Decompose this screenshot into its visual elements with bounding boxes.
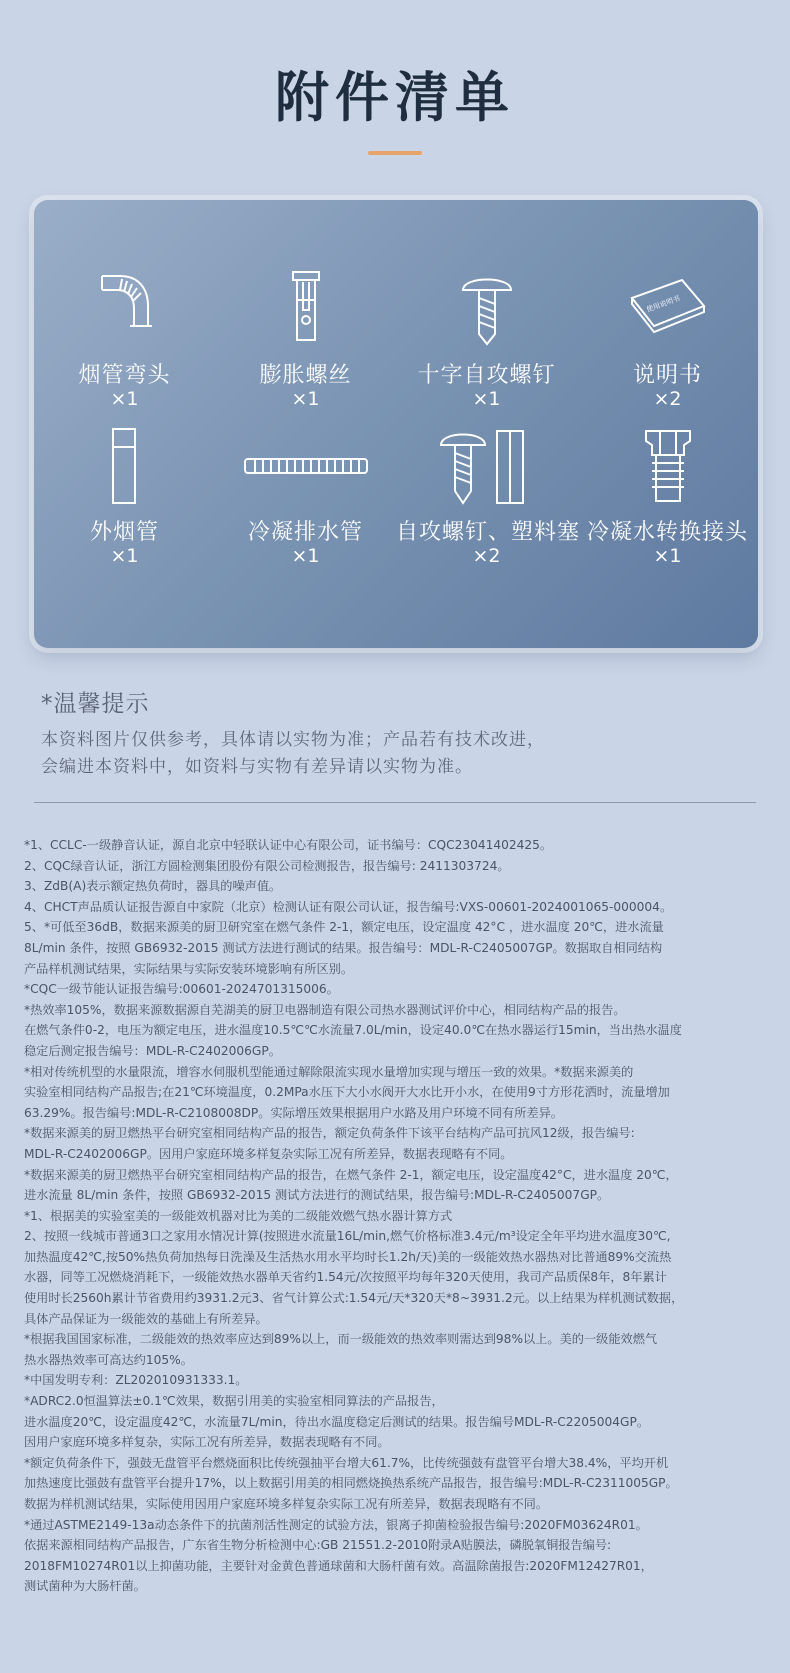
footnote-line: 因用户家庭环境多样复杂，实际工况有所差异，数据表现略有不同。 bbox=[24, 1435, 390, 1450]
footnote-line: 进水温度20℃，设定温度42℃，水流量7L/min，待出水温度稳定后测试的结果。报告编号MDL-R-C2205004GP。 bbox=[24, 1414, 650, 1429]
accessory-name: 外烟管 bbox=[89, 520, 159, 545]
accessory-name: 自攻螺钉、塑料塞 bbox=[396, 520, 581, 545]
footnote-line: *1、CCLC-一级静音认证，源自北京中轻联认证中心有限公司，证书编号：CQC23041402425。 bbox=[24, 838, 553, 852]
footnote-line: 2018FM10274R01以上抑菌功能，主要针对金黄色普通球菌和大肠杆菌有效。高温除菌报告:2020FM12427R01， bbox=[24, 1558, 653, 1573]
footnote-line: *热效率105%，数据来源数据源自芜湖美的厨卫电器制造有限公司热水器测试评价中心，相同结构产品的报告。 bbox=[24, 1002, 626, 1017]
footnotes bbox=[24, 835, 782, 1597]
footnote-line: 产品样机测试结果，实际结果与实际安装环境影响有所区别。 bbox=[24, 961, 354, 976]
footnote-line: 依据来源相同结构产品报告，广东省生物分析检测中心:GB 21551.2-2010附录A贴膜法，磷脱氧铜报告编号: bbox=[24, 1538, 612, 1553]
accessory-card bbox=[34, 200, 758, 648]
footnote-line: 4、CHCT声品质认证报告源自中家院（北京）检测认证有限公司认证，报告编号:VXS-00601-2024001065-000004。 bbox=[24, 899, 673, 914]
page-title: 附件清单 bbox=[275, 66, 515, 129]
accessory-name: 冷凝排水管 bbox=[247, 520, 363, 545]
section-divider bbox=[34, 802, 756, 803]
accessory-name: 冷凝水转换接头 bbox=[586, 520, 748, 545]
accessory-name: 十字自攻螺钉 bbox=[417, 363, 556, 388]
footnote-line: 实验室相同结构产品报告;在21℃环境温度，0.2MPa水压下大小水阀开大水比开小水，在使用9寸方形花洒时，流量增加 bbox=[24, 1085, 670, 1100]
screw-and-plug-icon bbox=[396, 427, 577, 517]
footnote-line: *通过ASTME2149-13a动态条件下的抗菌剂活性测定的试验方法，银离子抑菌检验报告编号:2020FM03624R01。 bbox=[24, 1517, 648, 1532]
footnote-line: *根据我国国家标准，二级能效的热效率应达到89%以上，而一级能效的热效率则需达到98%以上。美的一级能效燃气 bbox=[24, 1332, 658, 1347]
footnote-line: 稳定后测定报告编号：MDL-R-C2402006GP。 bbox=[24, 1043, 281, 1058]
accessory-qty: ×1 bbox=[472, 388, 501, 410]
footnote-line: *1、根据美的实验室美的一级能效机器对比为美的二级能效燃气热水器计算方式 bbox=[24, 1208, 453, 1223]
footnote-line: 使用时长2560h累计节省费用约3931.2元3、省气计算公式:1.54元/天*320天*8~3931.2元。以上结果为样机测试数据， bbox=[24, 1291, 684, 1306]
footnote-line: *相对传统机型的水量限流，增容水伺服机型能通过解除限流实现水量增加实现与增压一致的效果。*数据来源美的 bbox=[24, 1064, 634, 1079]
adapter-connector-icon bbox=[577, 427, 758, 517]
expansion-screw-icon bbox=[215, 270, 396, 360]
footnote-line: *CQC一级节能认证报告编号:00601-2024701315006。 bbox=[24, 982, 339, 997]
footnote-line: 数据为样机测试结果，实际使用因用户家庭环境多样复杂实际工况有所差异，数据表现略有不同。 bbox=[24, 1497, 549, 1511]
accessory-qty: ×1 bbox=[291, 545, 320, 567]
footnote-line: 2、CQC绿音认证，浙江方圆检测集团股份有限公司检测报告，报告编号: 2411303724。 bbox=[24, 858, 510, 873]
footnote-line: *ADRC2.0恒温算法±0.1℃效果，数据引用美的实验室相同算法的产品报告， bbox=[24, 1394, 444, 1409]
title-underline bbox=[368, 151, 422, 155]
footnote-line: 加热速度比强鼓有盘管平台提升17%，以上数据引用美的相同燃烧换热系统产品报告，报告编号:MDL-R-C2311005GP。 bbox=[24, 1476, 678, 1491]
footnote-line: 水器，同等工况燃烧消耗下，一级能效热水器单天省约1.54元/次按照平均每年320天使用，我司产品质保8年，8年累计 bbox=[24, 1270, 667, 1285]
accessory-qty: ×2 bbox=[472, 545, 501, 567]
accessory-qty: ×1 bbox=[291, 388, 320, 410]
footnote-line: 2、按照一线城市普通3口之家用水情况计算(按照进水流量16L/min,燃气价格标准3.4元/m³设定全年平均进水温度30℃, bbox=[24, 1229, 671, 1244]
footnote-line: 8L/min 条件，按照 GB6932-2015 测试方法进行测试的结果。报告编号：MDL-R-C2405007GP。数据取自相同结构 bbox=[24, 940, 663, 955]
cross-screw-icon bbox=[396, 270, 577, 360]
footnote-line: 具体产品保证为一级能效的基础上有所差异。 bbox=[24, 1311, 268, 1326]
footnote-line: *数据来源美的厨卫燃热平台研究室相同结构产品的报告，额定负荷条件下该平台结构产品可抗风12级，报告编号: bbox=[24, 1126, 635, 1141]
accessory-name: 说明书 bbox=[632, 363, 702, 388]
footnote-line: 加热温度42℃,按50%热负荷加热每日洗澡及生活热水用水平均时长1.2h/天)美的一级能效热水器热对比普通89%交流热 bbox=[24, 1249, 672, 1264]
footnote-line: 63.29%。报告编号:MDL-R-C2108008DP。实际增压效果根据用户水路及用户环境不同有所差异。 bbox=[24, 1105, 563, 1120]
accessory-qty: ×2 bbox=[653, 388, 682, 410]
tips-title: *温馨提示 bbox=[41, 691, 150, 717]
tips-line: 会编进本资料中，如资料与实物有差异请以实物为准。 bbox=[41, 757, 473, 777]
footnote-line: *额定负荷条件下，强鼓无盘管平台燃烧面积比传统强抽平台增大61.7%，比传统强鼓有盘管平台增大38.4%，平均开机 bbox=[24, 1455, 669, 1470]
accessory-qty: ×1 bbox=[653, 545, 682, 567]
accessory-qty: ×1 bbox=[110, 545, 139, 567]
tips-line: 本资料图片仅供参考，具体请以实物为准；产品若有技术改进， bbox=[41, 730, 545, 750]
manual-cover-text: 使用说明书 bbox=[645, 294, 681, 314]
outer-pipe-icon bbox=[34, 427, 215, 517]
footnote-line: 5、*可低至36dB，数据来源美的厨卫研究室在燃气条件 2-1，额定电压，设定温度 42°C ，进水温度 20℃，进水流量 bbox=[24, 920, 664, 935]
accessory-name: 膨胀螺丝 bbox=[259, 363, 352, 388]
footnote-line: 测试菌种为大肠杆菌。 bbox=[24, 1579, 146, 1594]
drain-hose-icon bbox=[215, 427, 396, 517]
footnote-line: *数据来源美的厨卫燃热平台研究室相同结构产品的报告，在燃气条件 2-1，额定电压，设定温度42°C，进水温度 20℃， bbox=[24, 1167, 678, 1182]
elbow-pipe-icon bbox=[34, 270, 215, 360]
manual-book-icon bbox=[577, 270, 758, 360]
footnote-line: 热水器热效率可高达约105%。 bbox=[24, 1352, 193, 1367]
footnote-line: 在燃气条件0-2，电压为额定电压，进水温度10.5℃℃水流量7.0L/min，设定40.0℃在热水器运行15min，当出热水温度 bbox=[24, 1023, 682, 1038]
accessory-qty: ×1 bbox=[110, 388, 139, 410]
footnote-line: *中国发明专利：ZL202010931333.1。 bbox=[24, 1373, 248, 1388]
footnote-line: MDL-R-C2402006GP。因用户家庭环境多样复杂实际工况有所差异，数据表现略有不同。 bbox=[24, 1146, 513, 1161]
footnote-line: 3、ZdB(A)表示额定热负荷时，器具的噪声值。 bbox=[24, 879, 282, 894]
footnote-line: 进水流量 8L/min 条件，按照 GB6932-2015 测试方法进行的测试结果，报告编号:MDL-R-C2405007GP。 bbox=[24, 1188, 610, 1203]
accessory-name: 烟管弯头 bbox=[78, 363, 171, 388]
